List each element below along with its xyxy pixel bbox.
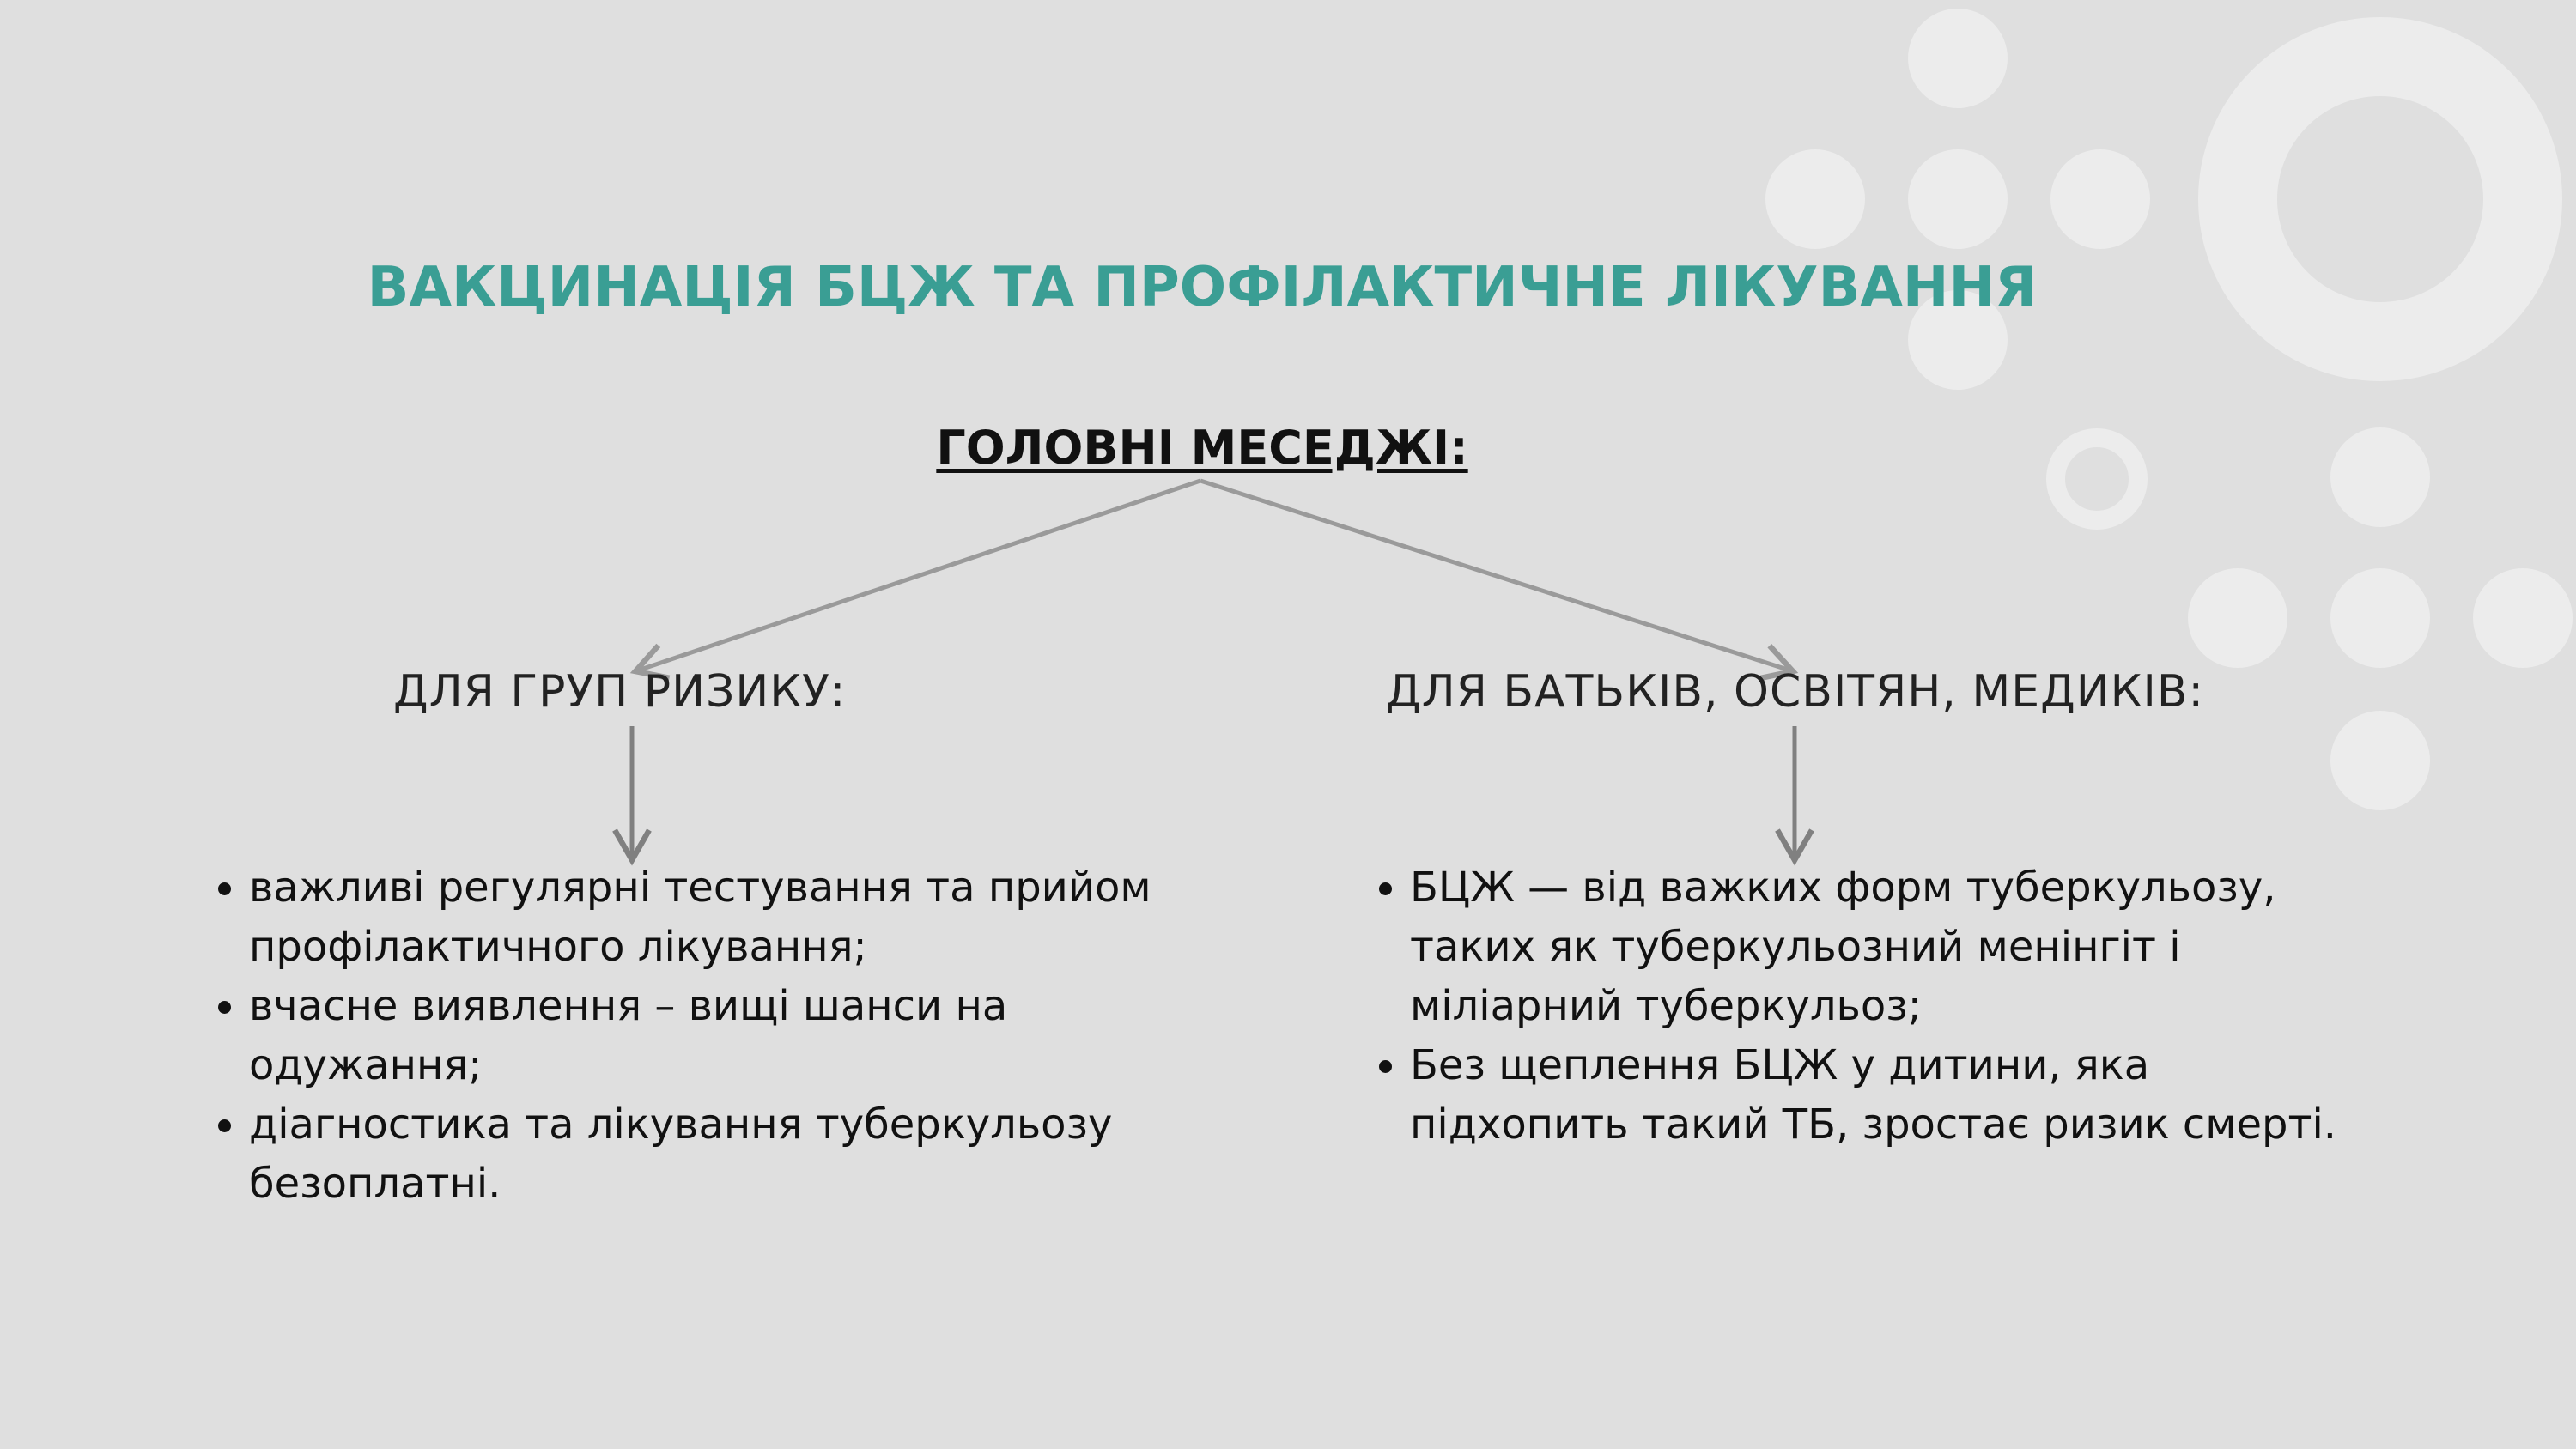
parents-teachers-medics-heading: ДЛЯ БАТЬКІВ, ОСВІТЯН, МЕДИКІВ: [1386, 666, 2205, 718]
arrow-to-risk-groups [635, 481, 1200, 671]
list-item: • БЦЖ — від важких форм туберкульозу, таких як туберкульозний менінгіт і міліарний туберкульоз; [1410, 858, 2354, 1036]
list-item: • вчасне виявлення – вищі шанси на одужання; [249, 977, 1159, 1095]
risk-groups-list [199, 858, 1159, 1214]
list-item: • діагностика та лікування туберкульозу безоплатні. [249, 1095, 1159, 1214]
list-item: • Без щеплення БЦЖ у дитини, яка підхопить такий ТБ, зростає ризик смерті. [1410, 1036, 2354, 1155]
risk-groups-heading: ДЛЯ ГРУП РИЗИКУ: [393, 666, 847, 718]
parents-teachers-medics-list [1360, 858, 2354, 1155]
arrow-to-parents-teachers [1200, 481, 1793, 671]
key-messages-heading: ГОЛОВНІ МЕСЕДЖІ: [936, 421, 1468, 475]
list-item: • важливі регулярні тестування та прийом профілактичного лікування; [249, 858, 1159, 977]
slide-title: ВАКЦИНАЦІЯ БЦЖ ТА ПРОФІЛАКТИЧНЕ ЛІКУВАННЯ [367, 256, 2038, 319]
